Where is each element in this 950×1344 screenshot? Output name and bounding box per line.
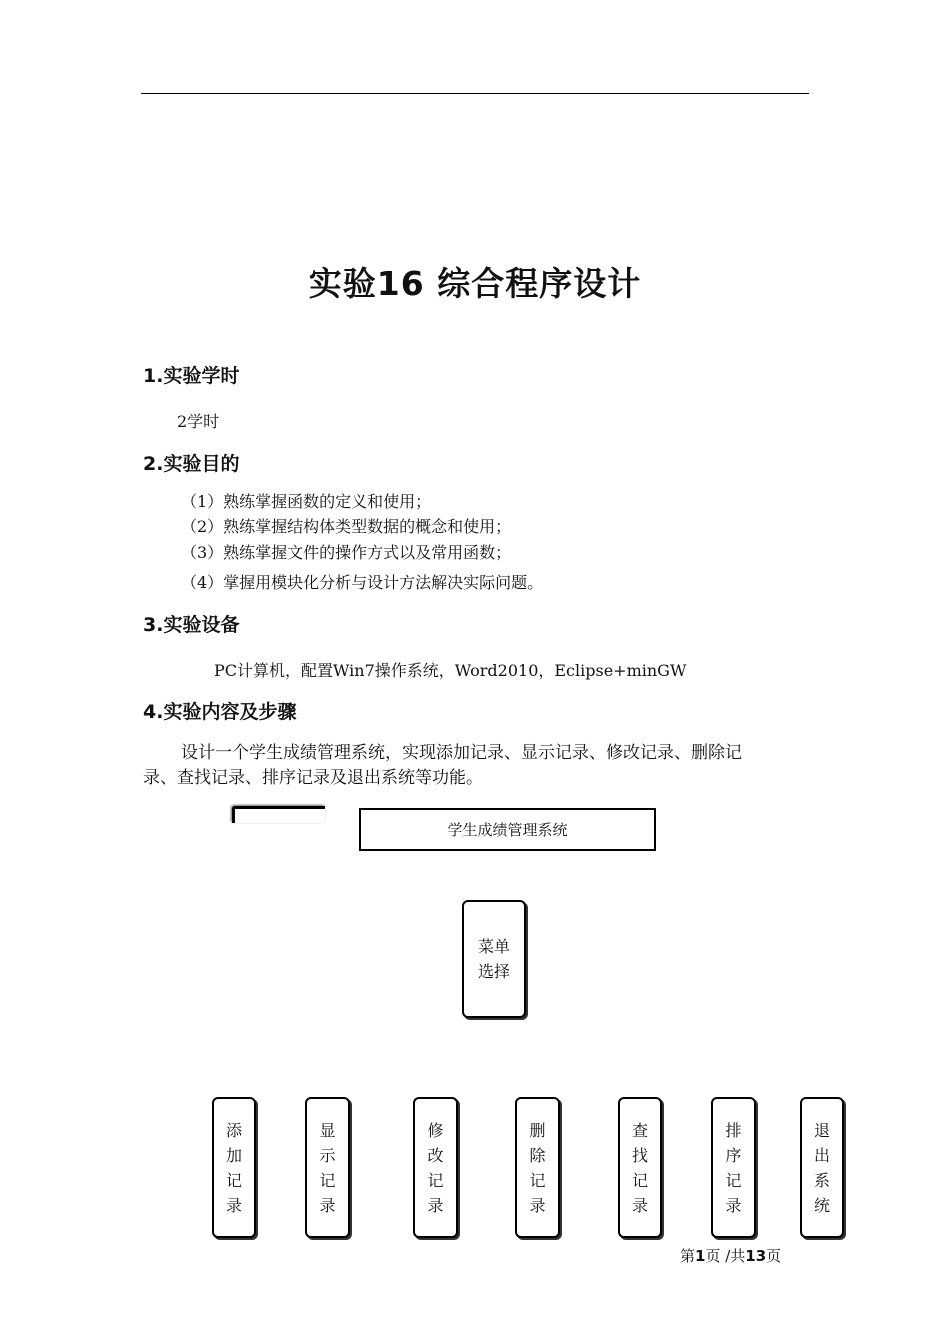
function-exit-char: 系	[813, 1170, 830, 1190]
header-rule	[141, 93, 809, 94]
function-exit-char: 统	[813, 1195, 830, 1215]
diagram-menu-box	[462, 900, 526, 1018]
footer-suffix: 页	[766, 1247, 782, 1265]
function-display-char: 示	[319, 1145, 336, 1165]
footer-middle: 页 /共	[705, 1247, 746, 1265]
equipment-text: PC计算机，配置Win7操作系统，Word2010，Eclipse+minGW	[214, 661, 687, 680]
function-exit-char: 出	[813, 1145, 830, 1165]
content-line-1: 设计一个学生成绩管理系统，实现添加记录、显示记录、修改记录、删除记	[181, 743, 742, 763]
function-modify-char: 记	[427, 1170, 444, 1190]
function-add-char: 添	[225, 1120, 242, 1140]
diagram-menu-line-1: 菜单	[477, 937, 510, 956]
purpose-item-1: （1）熟练掌握函数的定义和使用；	[181, 492, 432, 511]
function-sort-char: 排	[725, 1120, 742, 1140]
page-footer	[680, 1245, 781, 1266]
section-heading-content: 4.实验内容及步骤	[143, 701, 297, 723]
diagram-function-delete	[515, 1097, 560, 1238]
function-delete-char: 删	[529, 1120, 546, 1140]
section-heading-hours: 1.实验学时	[143, 365, 240, 387]
footer-page-number: 1	[695, 1247, 706, 1265]
section-heading-equipment: 3.实验设备	[143, 614, 240, 636]
section-heading-purpose: 2.实验目的	[143, 453, 240, 475]
purpose-item-2: （2）熟练掌握结构体类型数据的概念和使用；	[181, 517, 512, 536]
purpose-item-4: （4）掌握用模块化分析与设计方法解决实际问题。	[181, 573, 544, 592]
function-sort-char: 序	[725, 1145, 742, 1165]
function-exit-char: 退	[813, 1120, 830, 1140]
diagram-function-sort	[711, 1097, 756, 1238]
function-search-char: 找	[631, 1145, 648, 1165]
function-display-char: 录	[319, 1195, 336, 1215]
footer-total-pages: 13	[745, 1247, 767, 1265]
function-sort-char: 录	[725, 1195, 742, 1215]
function-delete-char: 记	[529, 1170, 546, 1190]
diagram-menu-line-2: 选择	[477, 962, 510, 981]
footer-prefix: 第	[680, 1247, 696, 1265]
function-display-char: 记	[319, 1170, 336, 1190]
diagram-root-label: 学生成绩管理系统	[447, 821, 568, 839]
function-delete-char: 录	[529, 1195, 546, 1215]
function-modify-char: 改	[427, 1145, 444, 1165]
page-title: 实验16 综合程序设计	[308, 264, 642, 303]
hours-text: 2学时	[177, 412, 220, 431]
function-display-char: 显	[319, 1120, 336, 1140]
function-modify-char: 录	[427, 1195, 444, 1215]
diagram-function-search	[618, 1097, 662, 1238]
function-sort-char: 记	[725, 1170, 742, 1190]
diagram-function-exit	[800, 1097, 844, 1238]
function-add-char: 加	[225, 1145, 242, 1165]
diagram-function-display	[305, 1097, 350, 1238]
purpose-item-3: （3）熟练掌握文件的操作方式以及常用函数；	[181, 543, 512, 562]
diagram-function-modify	[413, 1097, 458, 1238]
function-search-char: 录	[631, 1195, 648, 1215]
function-delete-char: 除	[529, 1145, 546, 1165]
decorative-corner	[232, 806, 325, 823]
function-search-char: 记	[631, 1170, 648, 1190]
diagram-function-add	[212, 1097, 256, 1238]
function-modify-char: 修	[427, 1120, 444, 1140]
function-add-char: 记	[225, 1170, 242, 1190]
content-line-2: 录、查找记录、排序记录及退出系统等功能。	[143, 768, 483, 788]
diagram-root-box	[359, 808, 656, 851]
function-search-char: 查	[631, 1120, 648, 1140]
function-add-char: 录	[225, 1195, 242, 1215]
